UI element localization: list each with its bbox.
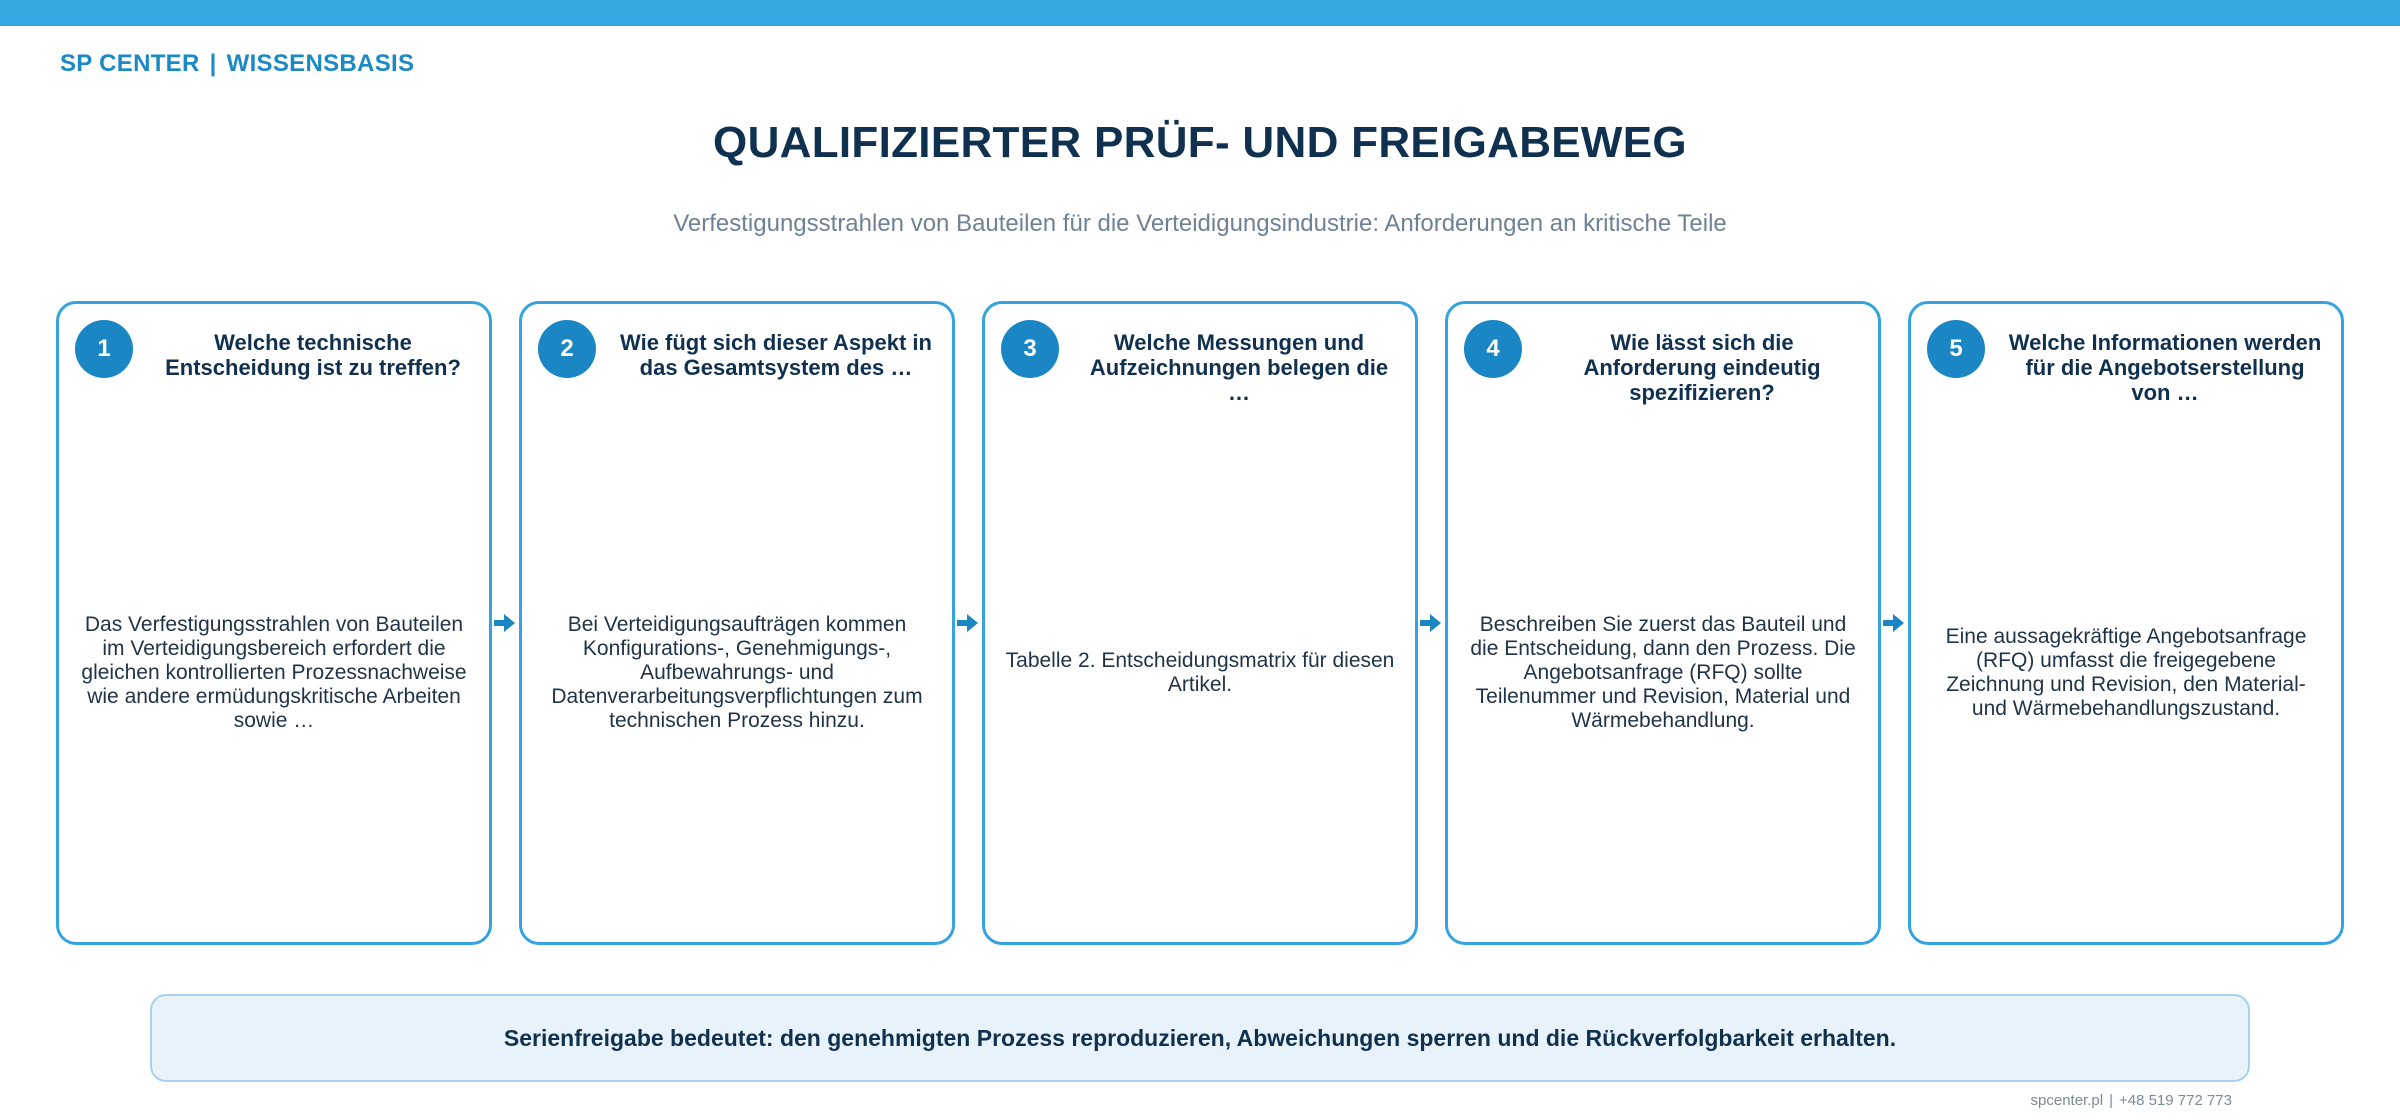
step-number-badge: 1 [75, 320, 133, 378]
summary-text: Serienfreigabe bedeutet: den genehmigten Prozess reproduzieren, Abweichungen sperren und die Rückverfolgbarkeit erhalten. [503, 1024, 1897, 1051]
step-title: Wie fügt sich dieser Aspekt in das Gesamtsystem des … [620, 330, 932, 380]
brand-section: WISSENSBASIS [226, 50, 415, 77]
arrow-right-icon [1420, 613, 1442, 633]
step-body: Eine aussagekräftige Angebotsanfrage (RFQ) umfasst die freigegebene Zeichnung und Revision, den Material- und Wärmebehandlungszustand. [1945, 625, 2307, 720]
brand-name: SP CENTER [60, 50, 200, 77]
step-number-badge: 2 [538, 320, 596, 378]
step-title: Welche Informationen werden für die Angebotserstellung von … [2008, 330, 2322, 405]
page-title: QUALIFIZIERTER PRÜF- UND FREIGABEWEG [713, 118, 1687, 167]
step-card-1 [56, 301, 492, 945]
step-card-3 [982, 301, 1418, 945]
footer-phone: +48 519 772 773 [2118, 1092, 2232, 1109]
step-title: Welche technische Entscheidung ist zu treffen? [165, 330, 461, 380]
brand-separator: | [209, 50, 217, 77]
step-card-4 [1445, 301, 1881, 945]
step-number-badge: 3 [1001, 320, 1059, 378]
step-title: Welche Messungen und Aufzeichnungen belegen die … [1089, 330, 1389, 405]
footer-website: spcenter.pl [2030, 1092, 2104, 1109]
step-body: Beschreiben Sie zuerst das Bauteil und die Entscheidung, dann den Prozess. Die Angebotsanfrage (RFQ) sollte Teilenummer und Revision, Material und Wärmebehandlung. [1470, 613, 1856, 732]
step-body: Das Verfestigungsstrahlen von Bauteilen im Verteidigungsbereich erfordert die gleichen kontrollierten Prozessnachweise wie andere ermüdungskritische Arbeiten sowie … [81, 613, 467, 732]
brand-header [60, 50, 414, 78]
step-number-badge: 4 [1464, 320, 1522, 378]
step-title: Wie lässt sich die Anforderung eindeutig spezifizieren? [1583, 330, 1821, 405]
step-number-badge: 5 [1927, 320, 1985, 378]
step-card-2 [519, 301, 955, 945]
footer-separator: | [2109, 1092, 2113, 1109]
page-subtitle: Verfestigungsstrahlen von Bauteilen für die Verteidigungsindustrie: Anforderungen an kritische Teile [673, 210, 1727, 237]
step-body: Tabelle 2. Entscheidungsmatrix für diesen Artikel. [1005, 649, 1395, 696]
footer-contact [2031, 1092, 2232, 1109]
top-accent-bar [0, 0, 2400, 26]
summary-banner [150, 994, 2250, 1082]
step-card-5 [1908, 301, 2344, 945]
arrow-right-icon [957, 613, 979, 633]
arrow-right-icon [494, 613, 516, 633]
arrow-right-icon [1883, 613, 1905, 633]
step-body: Bei Verteidigungsaufträgen kommen Konfigurations-, Genehmigungs-, Aufbewahrungs- und Datenverarbeitungsverpflichtungen zum technischen Prozess hinzu. [551, 613, 923, 732]
